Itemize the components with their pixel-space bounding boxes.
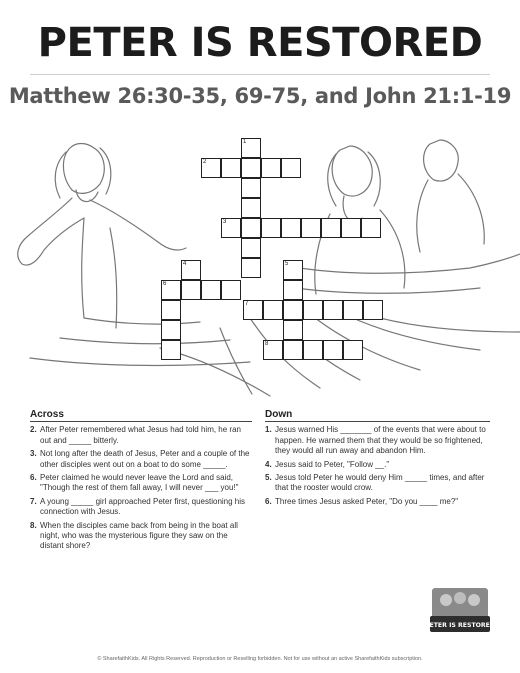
clue-item: 5. Jesus told Peter he would deny Him _____ times, and after that the rooster would crow. xyxy=(265,473,485,493)
grid-cell[interactable] xyxy=(301,218,321,238)
grid-cell[interactable] xyxy=(343,300,363,320)
down-clues xyxy=(265,410,490,510)
clue-number-4: 4 xyxy=(183,261,187,267)
grid-cell[interactable] xyxy=(161,320,181,340)
grid-cell[interactable] xyxy=(201,280,221,300)
clue-number-2: 2 xyxy=(203,159,207,165)
grid-cell[interactable] xyxy=(323,340,343,360)
grid-cell[interactable] xyxy=(323,300,343,320)
clue-item: 4. Jesus said to Peter, "Follow __." xyxy=(265,459,390,469)
clue-item: 6. Three times Jesus asked Peter, "Do you ____ me?" xyxy=(265,496,459,506)
grid-cell[interactable] xyxy=(283,300,303,320)
crossword-illustration xyxy=(0,118,520,398)
clue-item: 7. A young _____ girl approached Peter first, questioning his connection with Jesus. xyxy=(30,496,246,517)
grid-cell[interactable] xyxy=(341,218,361,238)
grid-cell[interactable] xyxy=(283,320,303,340)
grid-cell[interactable] xyxy=(283,340,303,360)
grid-cell[interactable] xyxy=(241,218,261,238)
clue-number-5: 5 xyxy=(285,261,289,267)
grid-cell[interactable] xyxy=(221,158,241,178)
lesson-badge-logo xyxy=(428,582,492,636)
grid-cell[interactable] xyxy=(361,218,381,238)
title-divider xyxy=(30,74,490,75)
grid-cell[interactable] xyxy=(241,258,261,278)
grid-cell[interactable] xyxy=(263,300,283,320)
clue-number-1: 1 xyxy=(243,139,247,145)
grid-cell[interactable] xyxy=(303,340,323,360)
badge-art xyxy=(428,582,492,636)
clue-item: 2. After Peter remembered what Jesus had told him, he ran out and _____ bitterly. xyxy=(30,425,241,445)
across-heading: Across xyxy=(30,410,252,422)
grid-cell[interactable] xyxy=(241,238,261,258)
grid-cell[interactable] xyxy=(281,158,301,178)
grid-cell[interactable] xyxy=(241,198,261,218)
grid-cell[interactable] xyxy=(363,300,383,320)
grid-cell[interactable] xyxy=(161,340,181,360)
badge-label: PETER IS RESTORED xyxy=(428,622,492,629)
down-heading: Down xyxy=(265,410,490,422)
grid-cell[interactable] xyxy=(181,280,201,300)
grid-cell[interactable] xyxy=(241,178,261,198)
copyright-footer: © SharefaithKids. All Rights Reserved. Reproduction or Reselling forbidden. Not for use without an active SharefaithKids subscription. xyxy=(97,656,423,662)
page-title: PETER IS RESTORED xyxy=(37,20,483,66)
across-clues xyxy=(30,410,252,555)
grid-cell[interactable] xyxy=(221,280,241,300)
clue-number-7: 7 xyxy=(245,301,249,307)
clue-number-8: 8 xyxy=(265,341,269,347)
grid-cell[interactable] xyxy=(161,300,181,320)
grid-cell[interactable] xyxy=(241,158,261,178)
grid-cell[interactable] xyxy=(261,218,281,238)
grid-cell[interactable] xyxy=(343,340,363,360)
clue-number-3: 3 xyxy=(223,219,227,225)
grid-cell[interactable] xyxy=(281,218,301,238)
clue-item: 8. When the disciples came back from being in the boat all night, who was the mysterious figure they saw on the distant shore? xyxy=(30,520,238,551)
clue-item: 3. Not long after the death of Jesus, Peter and a couple of the other disciples went out on a boat to do some _____. xyxy=(30,449,250,469)
clue-item: 6. Peter claimed he would never leave the Lord and said, "Though the rest of them fall away, I will never ___ you!" xyxy=(30,473,239,493)
clue-item: 1. Jesus warned His _______ of the events that were about to happen. He warned them that they would be so frightened, they would all run away and abandon Him. xyxy=(265,425,486,456)
grid-cell[interactable] xyxy=(283,280,303,300)
grid-cell[interactable] xyxy=(303,300,323,320)
clue-number-6: 6 xyxy=(163,281,167,287)
scripture-reference: Matthew 26:30-35, 69-75, and John 21:1-19 xyxy=(8,84,512,108)
grid-cell[interactable] xyxy=(261,158,281,178)
grid-cell[interactable] xyxy=(321,218,341,238)
